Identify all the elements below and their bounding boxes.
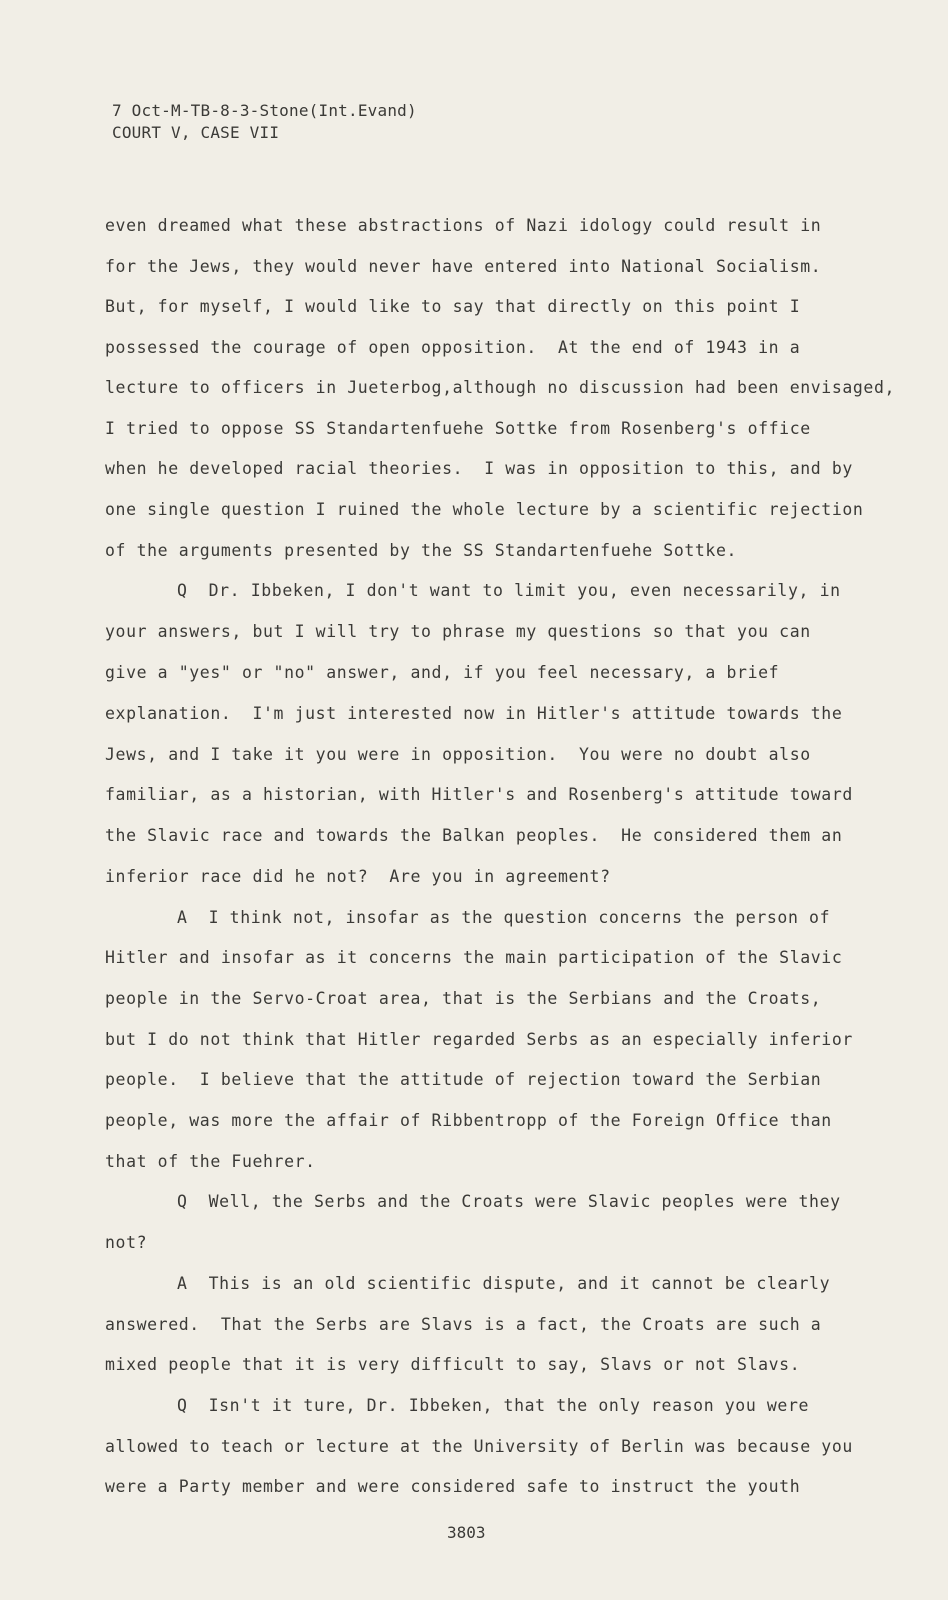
transcript-line: Jews, and I take it you were in opposition. You were no doubt also [105,745,811,764]
transcript-line: were a Party member and were considered safe to instruct the youth [105,1477,801,1496]
transcript-line: Q Isn't it ture, Dr. Ibbeken, that the only reason you were [177,1396,810,1415]
transcript-line: that of the Fuehrer. [105,1152,316,1171]
transcript-line: of the arguments presented by the SS Standartenfuehe Sottke. [105,541,738,560]
transcript-line: but I do not think that Hitler regarded Serbs as an especially inferior [105,1030,853,1049]
transcript-line: for the Jews, they would never have entered into National Socialism. [105,257,822,276]
transcript-line: A I think not, insofar as the question concerns the person of [177,908,831,927]
document-header [112,100,417,144]
transcript-line: mixed people that it is very difficult to say, Slavs or not Slavs. [105,1355,801,1374]
transcript-line: I tried to oppose SS Standartenfuehe Sottke from Rosenberg's office [105,419,811,438]
transcript-line: But, for myself, I would like to say that directly on this point I [105,297,801,316]
transcript-line: people, was more the affair of Ribbentropp of the Foreign Office than [105,1111,832,1130]
transcript-line: lecture to officers in Jueterbog,although no discussion had been envisaged, [105,378,896,397]
transcript-line: not? [105,1233,148,1252]
transcript-line: answered. That the Serbs are Slavs is a fact, the Croats are such a [105,1315,822,1334]
transcript-line: your answers, but I will try to phrase my questions so that you can [105,622,811,641]
transcript-line: Hitler and insofar as it concerns the main participation of the Slavic [105,948,843,967]
transcript-line: when he developed racial theories. I was in opposition to this, and by [105,459,853,478]
transcript-line: one single question I ruined the whole lecture by a scientific rejection [105,500,864,519]
page-number: 3803 [447,1523,486,1542]
transcript-line: Q Dr. Ibbeken, I don't want to limit you, even necessarily, in [177,581,841,600]
transcript-line: A This is an old scientific dispute, and it cannot be clearly [177,1274,831,1293]
transcript-line: inferior race did he not? Are you in agreement? [105,867,611,886]
transcript-line: Q Well, the Serbs and the Croats were Slavic peoples were they [177,1192,841,1211]
transcript-line: explanation. I'm just interested now in Hitler's attitude towards the [105,704,843,723]
transcript-line: possessed the courage of open opposition. At the end of 1943 in a [105,338,801,357]
transcript-line: the Slavic race and towards the Balkan peoples. He considered them an [105,826,843,845]
transcript-line: familiar, as a historian, with Hitler's and Rosenberg's attitude toward [105,785,853,804]
transcript-line: allowed to teach or lecture at the University of Berlin was because you [105,1437,853,1456]
header-reference: 7 Oct-M-TB-8-3-Stone(Int.Evand) [112,101,417,120]
header-court-case: COURT V, CASE VII [112,123,280,142]
transcript-line: people. I believe that the attitude of rejection toward the Serbian [105,1070,822,1089]
transcript-line: people in the Servo-Croat area, that is the Serbians and the Croats, [105,989,822,1008]
transcript-line: even dreamed what these abstractions of Nazi idology could result in [105,216,822,235]
transcript-line: give a "yes" or "no" answer, and, if you feel necessary, a brief [105,663,780,682]
